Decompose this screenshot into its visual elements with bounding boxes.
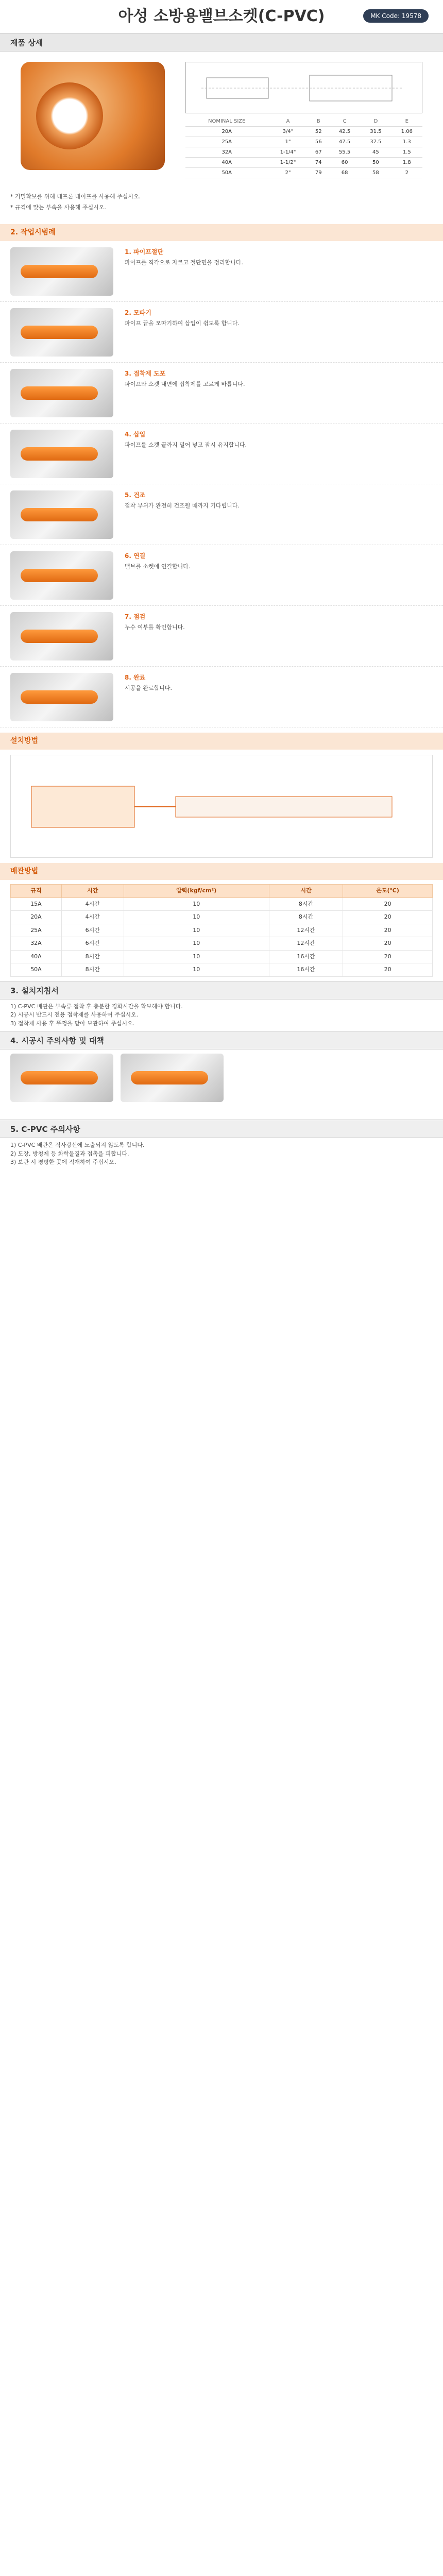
step-title: 6. 연결 — [125, 552, 146, 560]
curing-cell: 32A — [11, 937, 62, 951]
spec-table — [185, 116, 422, 178]
spec-cell: 42.5 — [329, 127, 360, 137]
step-item — [0, 484, 443, 545]
curing-cell: 6시간 — [61, 924, 124, 937]
spec-cell: 79 — [308, 168, 329, 178]
curing-cell: 12시간 — [269, 924, 343, 937]
note-photo — [10, 1054, 113, 1115]
pipe-visual — [21, 265, 98, 278]
curing-cell: 8시간 — [61, 950, 124, 963]
step-text — [113, 369, 433, 417]
spec-cell: 50 — [360, 158, 391, 168]
step-desc: 밸브를 소켓에 연결합니다. — [125, 563, 191, 570]
notes-images — [0, 1049, 443, 1120]
cpvc-text — [0, 1138, 443, 1170]
step-text — [113, 612, 433, 660]
spec-cell: 3/4" — [268, 127, 308, 137]
spec-cell: 45 — [360, 147, 391, 158]
curing-cell: 20A — [11, 911, 62, 924]
step-item — [0, 423, 443, 484]
curing-cell: 8시간 — [269, 897, 343, 911]
curing-row — [11, 937, 433, 951]
curing-cell: 20 — [343, 911, 433, 924]
pipe-visual — [21, 569, 98, 582]
step-text — [113, 490, 433, 538]
curing-cell: 25A — [11, 924, 62, 937]
spec-cell: 1-1/4" — [268, 147, 308, 158]
product-code-badge: MK Code: 19578 — [363, 9, 429, 23]
step-item — [0, 606, 443, 667]
step-item — [0, 241, 443, 302]
spec-cell: 56 — [308, 137, 329, 147]
step-item — [0, 545, 443, 606]
step-photo — [10, 247, 113, 296]
pipe-visual — [21, 630, 98, 643]
step-title: 5. 건조 — [125, 492, 146, 499]
curing-cell: 16시간 — [269, 950, 343, 963]
step-desc: 파이프 끝을 모따기하여 삽입이 쉽도록 합니다. — [125, 320, 240, 327]
pipe-visual — [21, 690, 98, 704]
spec-cell: 74 — [308, 158, 329, 168]
step-text — [113, 430, 433, 478]
curing-cell: 10 — [124, 911, 269, 924]
curing-cell: 4시간 — [61, 911, 124, 924]
spec-cell: 47.5 — [329, 137, 360, 147]
curing-row — [11, 950, 433, 963]
cpvc-line: 1) C-PVC 배관은 직사광선에 노출되지 않도록 합니다. — [10, 1142, 145, 1148]
dimension-drawing — [186, 62, 422, 113]
step-photo — [10, 612, 113, 660]
step-text — [113, 247, 433, 295]
fitting-rim — [36, 82, 103, 149]
spec-cell: 52 — [308, 127, 329, 137]
spec-cell: 50A — [185, 168, 268, 178]
step-photo — [10, 673, 113, 721]
section-notes: 4. 시공시 주의사항 및 대책 — [0, 1031, 443, 1049]
step-photo — [10, 369, 113, 417]
pipe-visual — [21, 326, 98, 339]
curing-col: 압력(kgf/cm²) — [124, 885, 269, 898]
curing-cell: 12시간 — [269, 937, 343, 951]
spec-cell: 25A — [185, 137, 268, 147]
curing-cell: 50A — [11, 963, 62, 977]
spec-row — [185, 127, 422, 137]
spec-col-c: C — [329, 116, 360, 127]
curing-table — [10, 884, 433, 977]
step-title: 2. 모따기 — [125, 309, 151, 316]
pipe-visual — [21, 447, 98, 461]
curing-cell: 20 — [343, 963, 433, 977]
curing-row — [11, 924, 433, 937]
sub-head-install: 설치방법 — [0, 733, 443, 750]
curing-cell: 20 — [343, 924, 433, 937]
spec-col-a: A — [268, 116, 308, 127]
install-line: 2) 시공시 반드시 전용 접착제를 사용하여 주십시오. — [10, 1011, 139, 1018]
curing-col: 시간 — [269, 885, 343, 898]
spec-cell: 32A — [185, 147, 268, 158]
step-desc: 시공을 완료합니다. — [125, 685, 173, 691]
curing-row — [11, 911, 433, 924]
sub-head-example: 2. 작업시범례 — [0, 224, 443, 241]
curing-cell: 16시간 — [269, 963, 343, 977]
product-photo — [21, 62, 165, 170]
curing-cell: 10 — [124, 924, 269, 937]
note-line: * 규격에 맞는 부속을 사용해 주십시오. — [10, 204, 106, 211]
spec-row — [185, 158, 422, 168]
curing-cell: 40A — [11, 950, 62, 963]
step-title: 3. 접착제 도포 — [125, 370, 166, 377]
spec-cell: 67 — [308, 147, 329, 158]
cpvc-line: 2) 도장, 방청제 등 화학물질과 접촉을 피합니다. — [10, 1150, 129, 1157]
spec-col-d: D — [360, 116, 391, 127]
spec-cell: 1-1/2" — [268, 158, 308, 168]
curing-row — [11, 963, 433, 977]
curing-col: 온도(℃) — [343, 885, 433, 898]
pipe-visual — [21, 1071, 98, 1084]
steps-list — [0, 241, 443, 727]
curing-row — [11, 897, 433, 911]
dimension-diagram — [185, 62, 422, 113]
step-desc: 접착 부위가 완전히 건조될 때까지 기다립니다. — [125, 502, 240, 509]
step-text — [113, 308, 433, 356]
spec-cell: 40A — [185, 158, 268, 168]
spec-cell: 31.5 — [360, 127, 391, 137]
curing-cell: 4시간 — [61, 897, 124, 911]
note-photo — [121, 1054, 224, 1115]
product-notes — [0, 185, 443, 219]
curing-cell: 10 — [124, 897, 269, 911]
spec-cell: 60 — [329, 158, 360, 168]
note-line: * 기밀확보를 위해 테프론 테이프를 사용해 주십시오. — [10, 193, 141, 200]
pipe-visual — [131, 1071, 208, 1084]
step-photo — [10, 551, 113, 600]
spec-cell: 37.5 — [360, 137, 391, 147]
spec-header-row — [185, 116, 422, 127]
install-diagram — [10, 755, 433, 858]
install-drawing — [11, 755, 432, 857]
sub-head-curing: 배관방법 — [0, 863, 443, 880]
curing-cell: 6시간 — [61, 937, 124, 951]
install-text — [0, 999, 443, 1031]
spec-col-e: E — [391, 116, 422, 127]
step-title: 8. 완료 — [125, 674, 146, 681]
step-photo — [10, 308, 113, 357]
step-title: 7. 점검 — [125, 613, 146, 620]
spec-cell: 68 — [329, 168, 360, 178]
curing-cell: 20 — [343, 950, 433, 963]
step-text — [113, 673, 433, 721]
product-hero — [0, 52, 443, 185]
section-cpvc: 5. C-PVC 주의사항 — [0, 1120, 443, 1138]
step-item — [0, 302, 443, 363]
step-title: 1. 파이프절단 — [125, 248, 164, 256]
curing-cell: 8시간 — [269, 911, 343, 924]
curing-cell: 10 — [124, 937, 269, 951]
spec-cell: 2" — [268, 168, 308, 178]
cpvc-line: 3) 보관 시 평평한 곳에 적재하여 주십시오. — [10, 1159, 116, 1165]
page-title: 아성 소방용밸브소켓(C-PVC) — [118, 7, 325, 25]
spec-row — [185, 137, 422, 147]
step-photo — [10, 430, 113, 478]
spec-cell: 20A — [185, 127, 268, 137]
section-product-info: 제품 상세 — [0, 33, 443, 52]
spec-cell: 1.3 — [391, 137, 422, 147]
step-desc: 파이프와 소켓 내면에 접착제를 고르게 바릅니다. — [125, 381, 245, 387]
curing-col: 규격 — [11, 885, 62, 898]
curing-cell: 8시간 — [61, 963, 124, 977]
curing-cell: 10 — [124, 950, 269, 963]
curing-cell: 10 — [124, 963, 269, 977]
page-header — [0, 0, 443, 33]
step-text — [113, 551, 433, 599]
spec-row — [185, 147, 422, 158]
curing-cell: 20 — [343, 937, 433, 951]
spec-row — [185, 168, 422, 178]
spec-cell: 55.5 — [329, 147, 360, 158]
curing-header-row — [11, 885, 433, 898]
spec-cell: 1.8 — [391, 158, 422, 168]
step-desc: 누수 여부를 확인합니다. — [125, 624, 185, 631]
pipe-visual — [21, 508, 98, 521]
pipe-visual — [21, 386, 98, 400]
curing-cell: 15A — [11, 897, 62, 911]
spec-cell: 1.06 — [391, 127, 422, 137]
step-title: 4. 삽입 — [125, 431, 146, 438]
step-item — [0, 363, 443, 423]
install-line: 3) 접착제 사용 후 뚜껑을 닫아 보관하여 주십시오. — [10, 1020, 135, 1027]
section-install: 3. 설치지침서 — [0, 981, 443, 999]
install-line: 1) C-PVC 배관은 부속류 접착 후 충분한 경화시간을 확보해야 합니다. — [10, 1003, 183, 1010]
spec-cell: 58 — [360, 168, 391, 178]
spec-col-size: NOMINAL SIZE — [185, 116, 268, 127]
note-photo-frame — [10, 1054, 113, 1102]
step-desc: 파이프를 소켓 끝까지 밀어 넣고 잠시 유지합니다. — [125, 442, 247, 448]
spec-cell: 2 — [391, 168, 422, 178]
spec-cell: 1.5 — [391, 147, 422, 158]
step-photo — [10, 490, 113, 539]
step-item — [0, 667, 443, 727]
curing-col: 시간 — [61, 885, 124, 898]
step-desc: 파이프를 직각으로 자르고 절단면을 정리합니다. — [125, 259, 244, 266]
spec-col-b: B — [308, 116, 329, 127]
curing-cell: 20 — [343, 897, 433, 911]
spec-cell: 1" — [268, 137, 308, 147]
page-bottom-space — [0, 1170, 443, 1376]
note-photo-frame — [121, 1054, 224, 1102]
